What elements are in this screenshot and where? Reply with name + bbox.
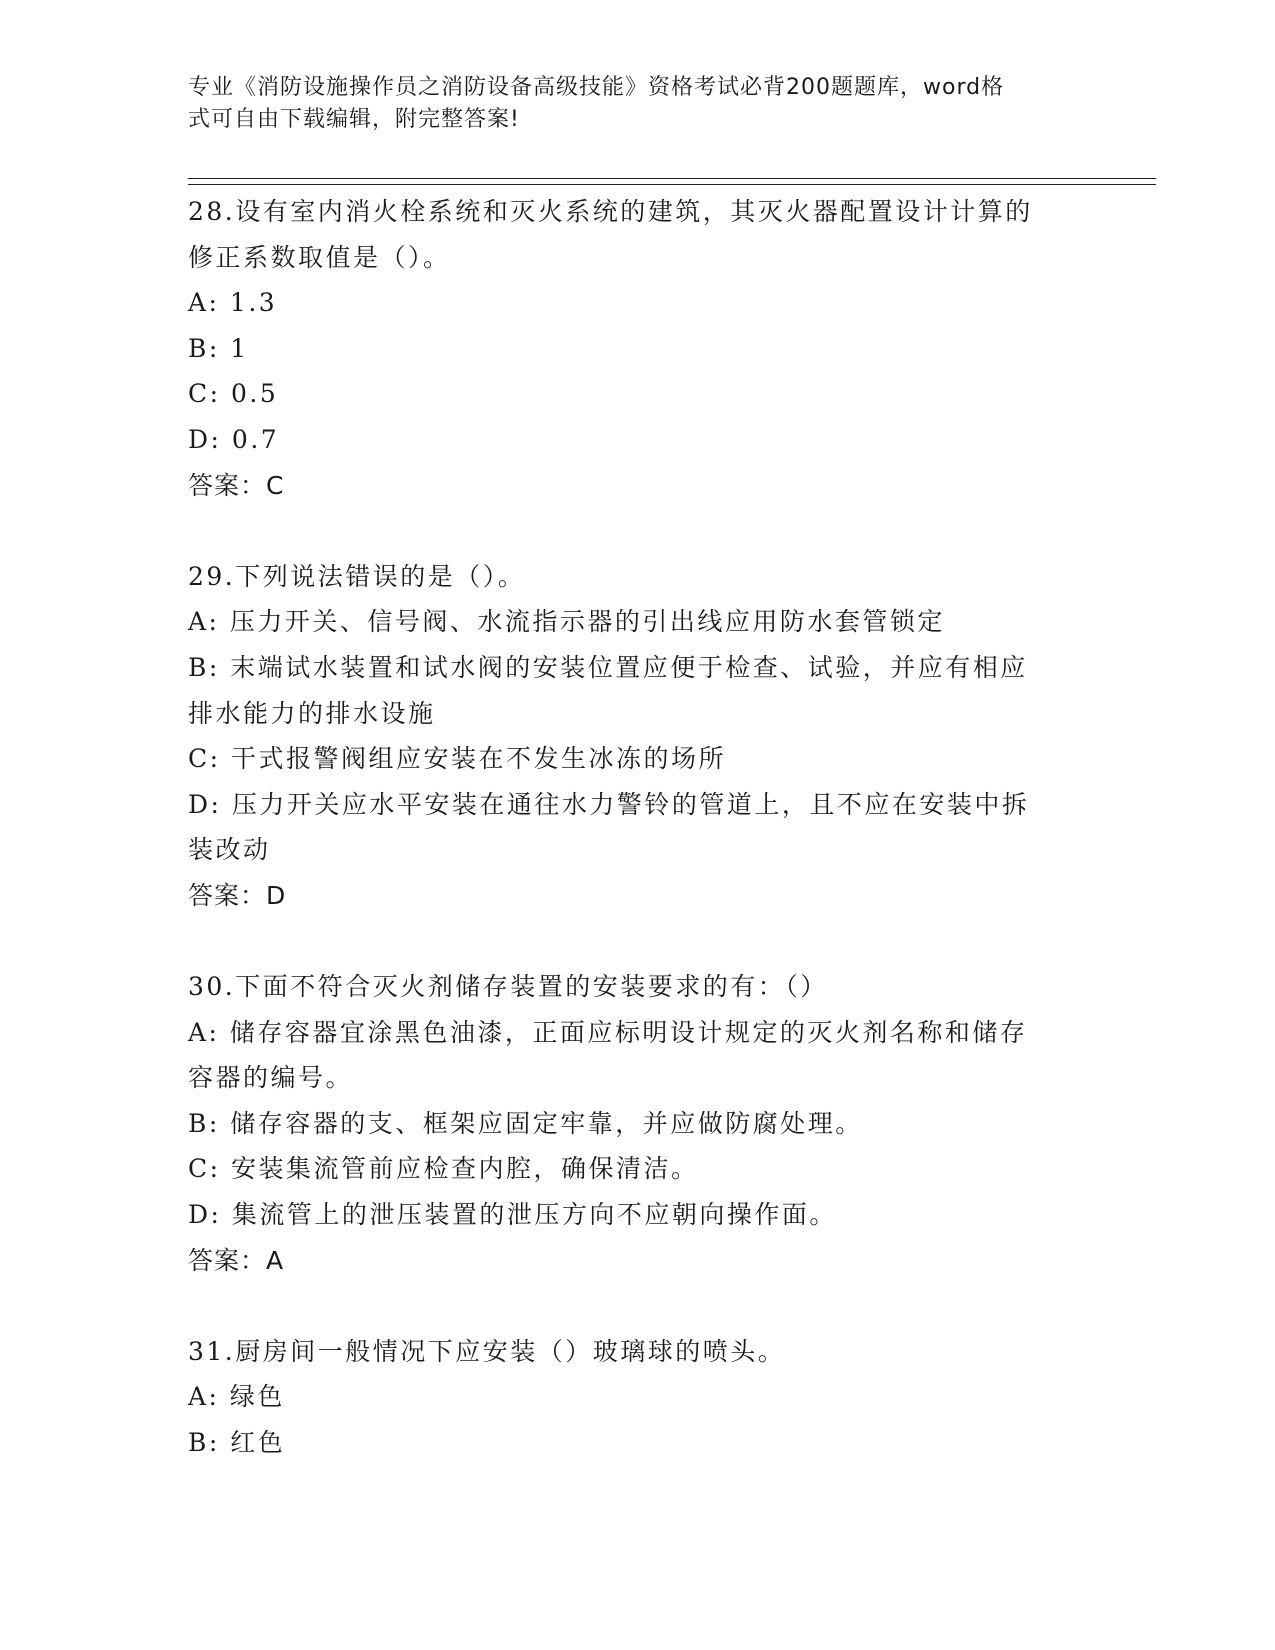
option-d-continued: 装改动: [188, 835, 271, 865]
option-a: A: 压力开关、信号阀、水流指示器的引出线应用防水套管锁定: [188, 607, 945, 637]
option-a-continued: 容器的编号。: [188, 1063, 354, 1093]
answer-line: 答案：D: [188, 880, 287, 910]
option-c: C: 安装集流管前应检查内腔，确保清洁。: [188, 1154, 699, 1184]
question-stem-continued: 修正系数取值是（）。: [188, 242, 451, 272]
spacer: [188, 919, 1088, 965]
spacer: [188, 1283, 1088, 1329]
question-28: [188, 189, 1088, 508]
question-30: [188, 964, 1088, 1283]
question-stem: 29.下列说法错误的是（）。: [188, 561, 526, 591]
option-b: B: 储存容器的支、框架应固定牢靠，并应做防腐处理。: [188, 1108, 863, 1138]
header-line-1: 专业《消防设施操作员之消防设备高级技能》资格考试必背200题题库，word格: [188, 75, 1005, 100]
spacer: [188, 508, 1088, 554]
header-line-2: 式可自由下载编辑，附完整答案!: [188, 107, 520, 132]
option-d: D: 压力开关应水平安装在通往水力警铃的管道上，且不应在安装中拆: [188, 789, 1030, 819]
question-31: [188, 1329, 1088, 1466]
option-b-continued: 排水能力的排水设施: [188, 698, 436, 728]
header-divider-bottom: [188, 184, 1156, 185]
option-b: B: 1: [188, 333, 249, 363]
option-a: A: 绿色: [188, 1382, 285, 1412]
option-d: D: 0.7: [188, 424, 280, 454]
answer-line: 答案：C: [188, 470, 285, 500]
question-stem: 31.厨房间一般情况下应安装（）玻璃球的喷头。: [188, 1336, 786, 1366]
document-header: [188, 72, 1068, 136]
option-c: C: 0.5: [188, 379, 279, 409]
option-c: C: 干式报警阀组应安装在不发生冰冻的场所: [188, 744, 726, 774]
answer-line: 答案：A: [188, 1245, 285, 1275]
header-divider-top: [188, 178, 1156, 179]
option-b: B: 红色: [188, 1428, 286, 1458]
question-list: [188, 189, 1088, 1466]
option-a: A: 储存容器宜涂黑色油漆，正面应标明设计规定的灭火剂名称和储存: [188, 1017, 1028, 1047]
option-d: D: 集流管上的泄压装置的泄压方向不应朝向操作面。: [188, 1200, 837, 1230]
option-a: A: 1.3: [188, 288, 278, 318]
question-stem: 28.设有室内消火栓系统和灭火系统的建筑，其灭火器配置设计计算的: [188, 197, 1033, 226]
question-29: [188, 554, 1088, 919]
option-b: B: 末端试水装置和试水阀的安装位置应便于检查、试验，并应有相应: [188, 652, 1028, 682]
question-stem: 30.下面不符合灭火剂储存装置的安装要求的有：（）: [188, 972, 828, 1002]
